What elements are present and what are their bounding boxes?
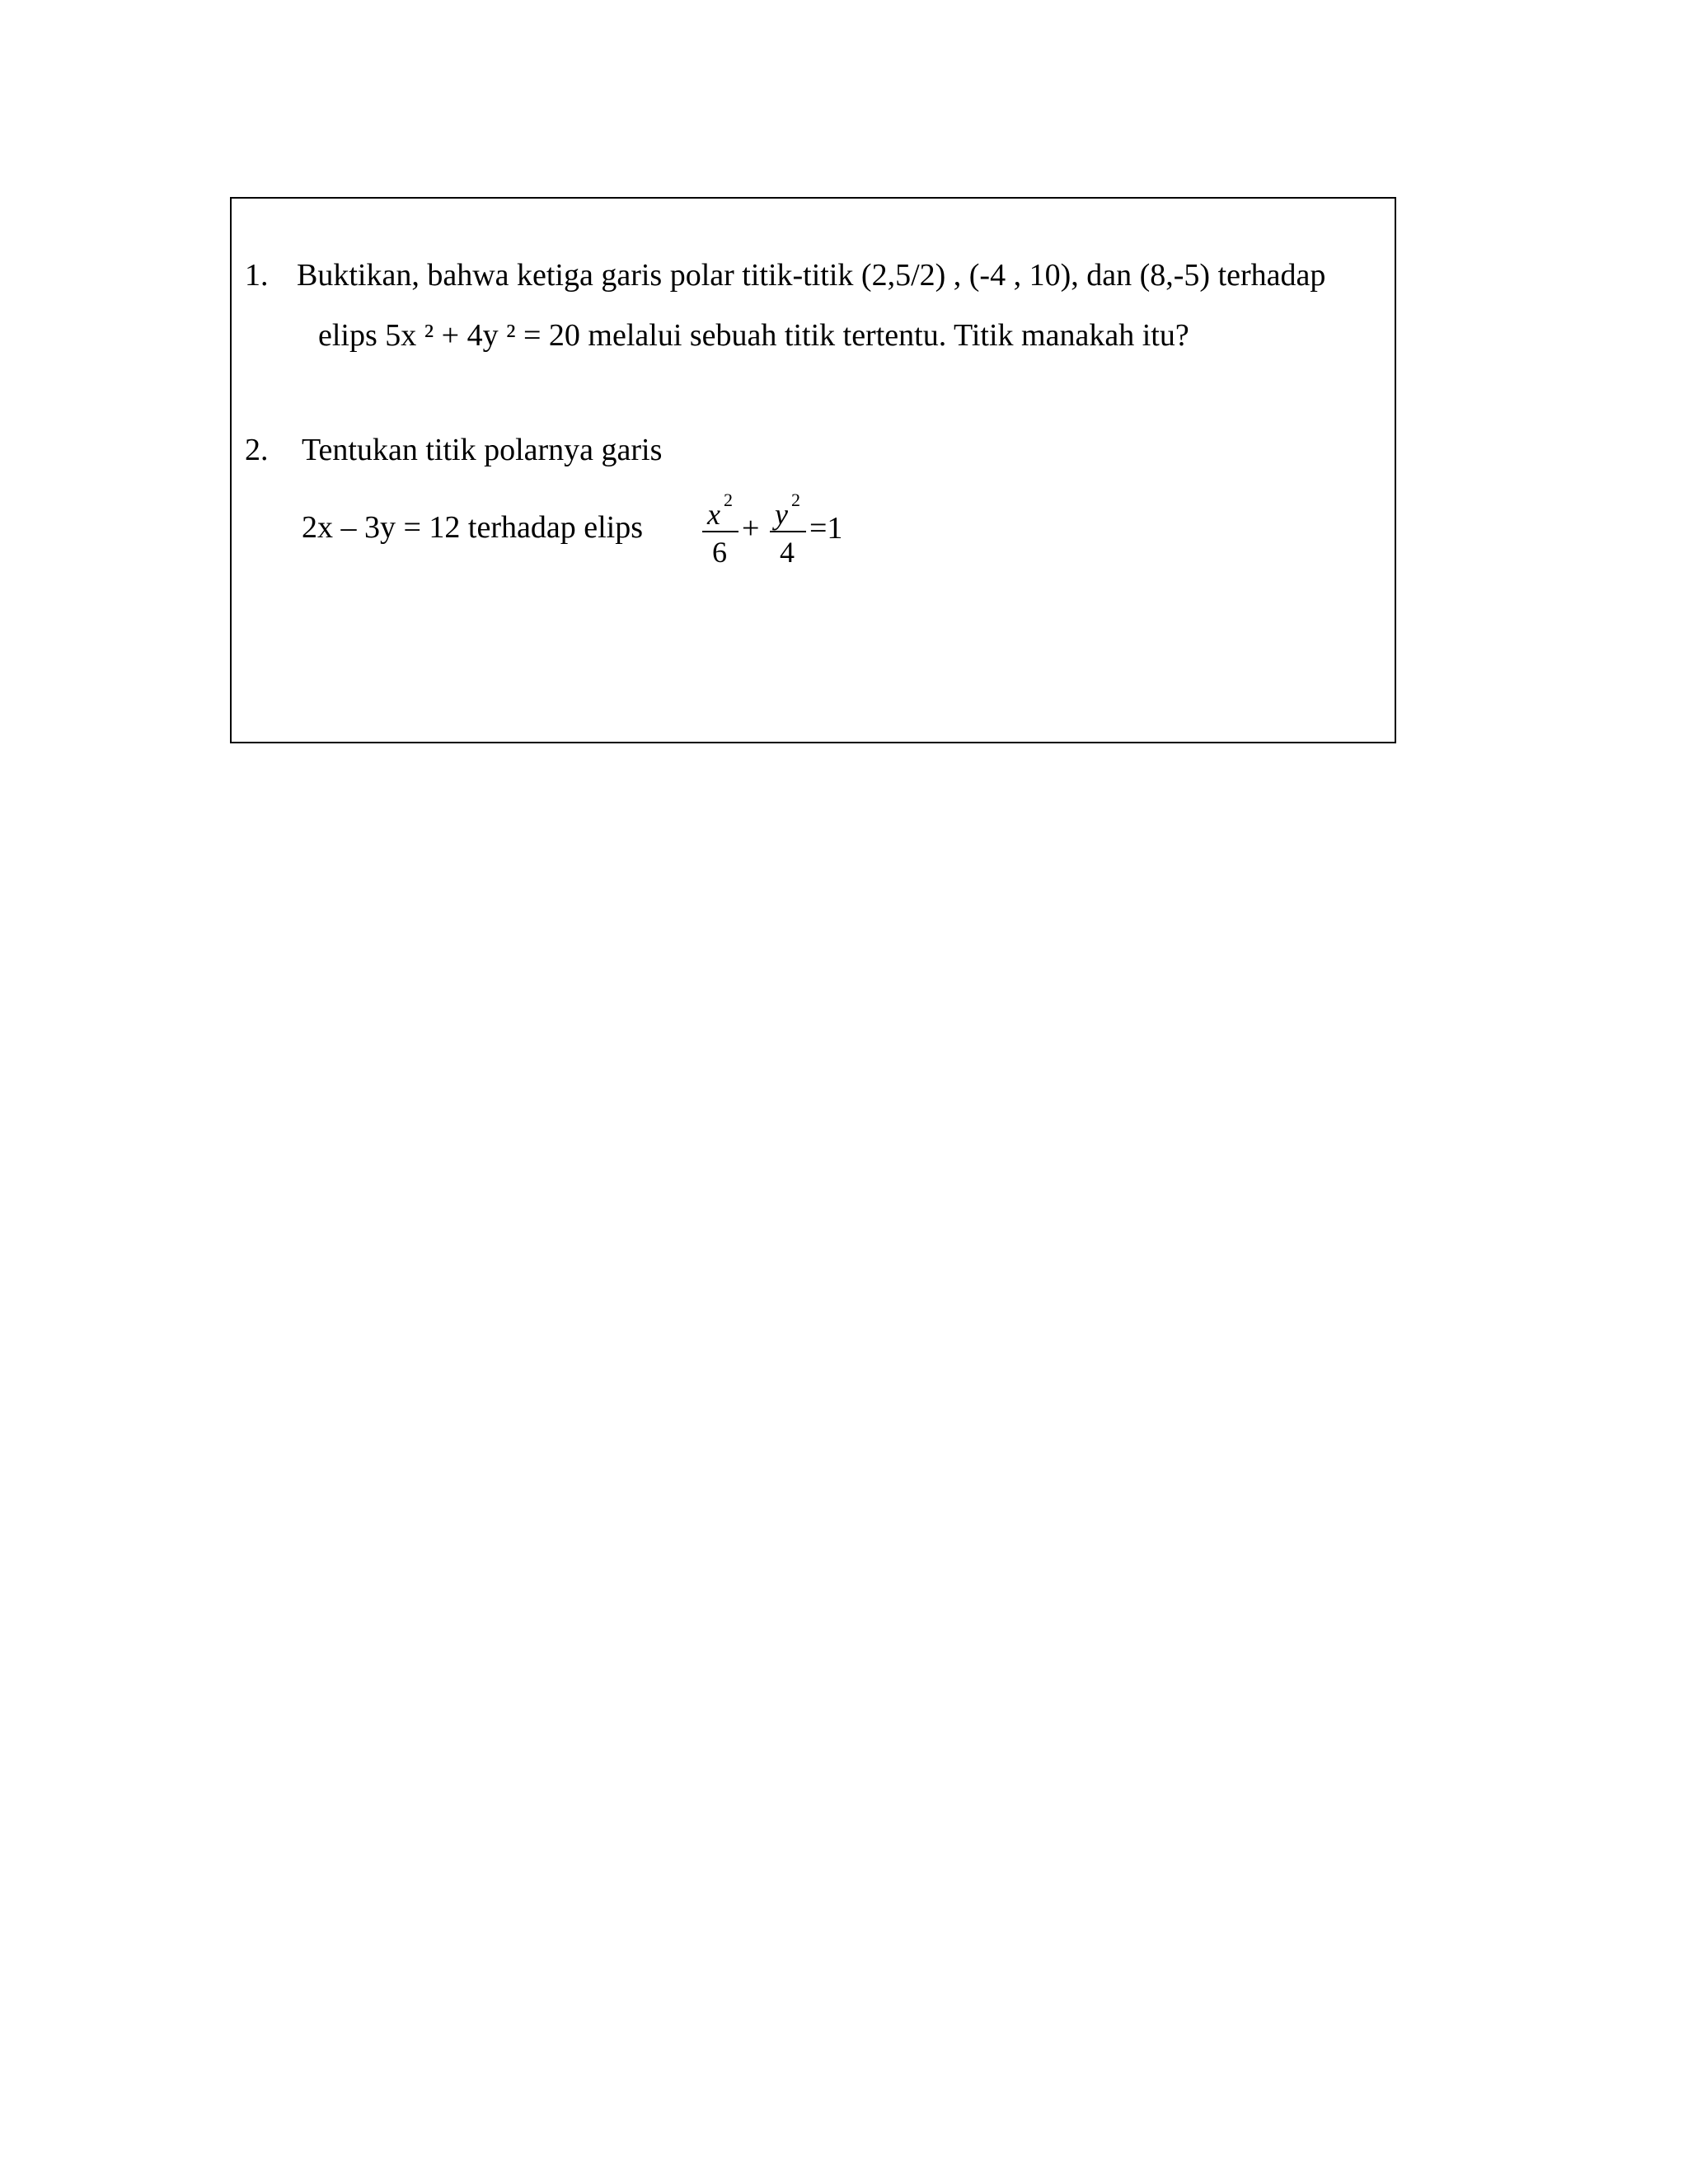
fraction-2-exponent: 2 — [791, 490, 800, 510]
problem-2-text-line-2: 2x – 3y = 12 terhadap elips — [302, 510, 644, 545]
fraction-1-numerator: x — [707, 498, 720, 531]
fraction-1-denominator: 6 — [712, 536, 727, 569]
problem-1-text-line-1: Buktikan, bahwa ketiga garis polar titik-titik (2,5/2) , (-4 , 10), dan (8,-5) terhadap — [297, 258, 1326, 293]
fraction-2-denominator: 4 — [780, 536, 795, 569]
problem-2-text-line-1: Tentukan titik polarnya garis — [302, 433, 663, 467]
fraction-2-bar — [770, 531, 806, 532]
problem-1-text-line-2: elips 5x ² + 4y ² = 20 melalui sebuah titik tertentu. Titik manakah itu? — [318, 318, 1189, 353]
ellipse-equation — [701, 488, 865, 570]
problem-2-number: 2. — [245, 433, 269, 467]
equals-one: =1 — [809, 511, 843, 546]
fraction-2-numerator: y — [775, 498, 788, 531]
plus-sign: + — [742, 511, 760, 546]
fraction-1-bar — [702, 531, 738, 532]
fraction-1-exponent: 2 — [724, 490, 733, 510]
problem-1-number: 1. — [245, 258, 269, 293]
